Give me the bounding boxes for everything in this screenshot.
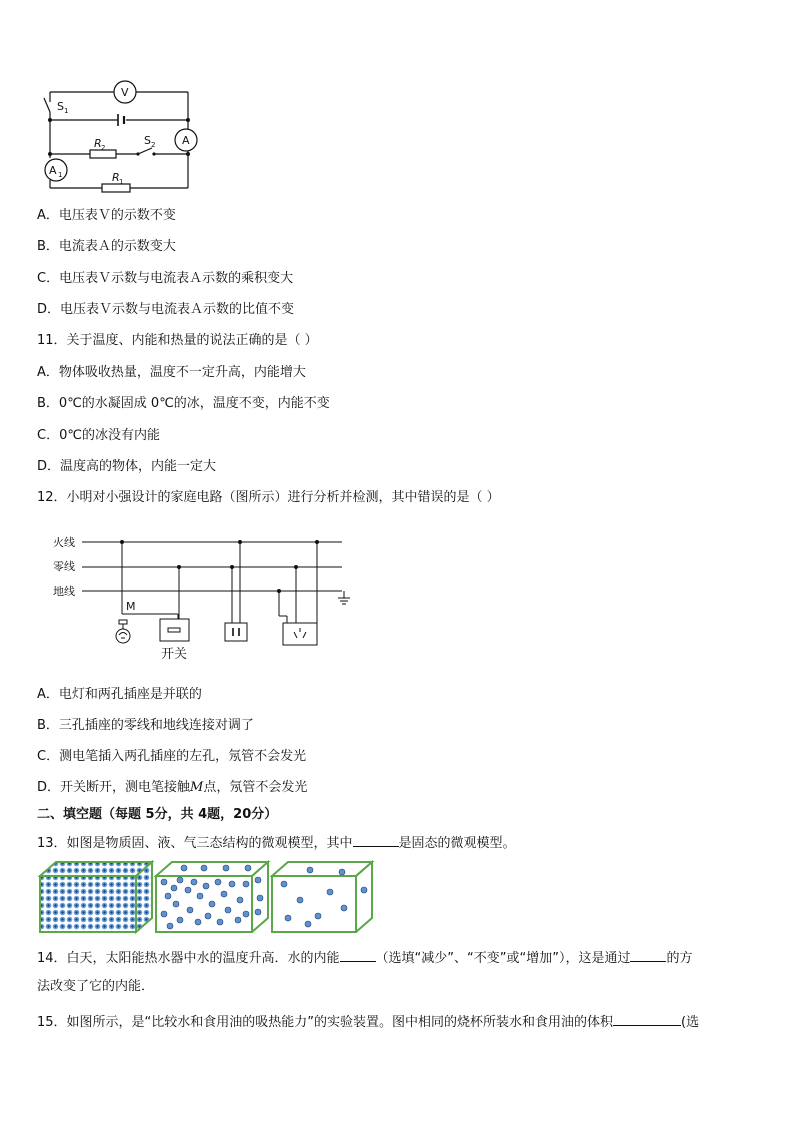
q12-stem: 12．小明对小强设计的家庭电路（图所示）进行分析并检测，其中错误的是（ ） <box>37 490 500 505</box>
switch-label: 开关 <box>161 647 188 662</box>
voltmeter-label: V <box>121 86 129 99</box>
section-2-heading: 二、填空题（每题 5分，共 4题，20分） <box>37 807 278 822</box>
ammeter-a1-sub: 1 <box>58 171 63 179</box>
q12-option-b: B．三孔插座的零线和地线连接对调了 <box>37 718 254 733</box>
q15-stem <box>37 1011 699 1032</box>
q14-line2: 法改变了它的内能． <box>37 979 155 994</box>
ammeter-a1-label: A <box>49 164 57 177</box>
q10-option-b: B．电流表Ａ的示数变大 <box>37 239 176 254</box>
q11-option-d: D．温度高的物体，内能一定大 <box>37 459 217 474</box>
switch-s1-label: S <box>57 100 64 113</box>
household-circuit-diagram <box>50 532 360 662</box>
switch-s2-label: S <box>144 134 151 147</box>
q11-option-b: B．0℃的水凝固成 0℃的冰，温度不变，内能不变 <box>37 396 330 411</box>
q13-blank <box>353 832 399 847</box>
q14-mid: （选填“减少”、“不变”或“增加”），这是通过 <box>375 951 631 966</box>
resistor-r2-label: R <box>94 137 102 150</box>
neutral-wire-label: 零线 <box>53 560 75 573</box>
q10-option-d: D．电压表Ｖ示数与电流表Ａ示数的比值不变 <box>37 302 295 317</box>
q12-option-a: A．电灯和两孔插座是并联的 <box>37 687 202 702</box>
q13-stem <box>37 832 516 853</box>
q14-pre: 14．白天，太阳能热水器中水的温度升高．水的内能 <box>37 951 340 966</box>
q11-stem: 11．关于温度、内能和热量的说法正确的是（ ） <box>37 333 318 348</box>
q12-option-d-tail: 点，氖管不会发光 <box>203 780 308 795</box>
q12-option-d <box>37 779 307 797</box>
q12-option-d-m: M <box>190 780 204 795</box>
q14-line1 <box>37 947 692 968</box>
q14-blank2 <box>630 947 666 962</box>
gas-state-model <box>270 860 374 934</box>
ammeter-a-label: A <box>182 134 190 147</box>
q11-option-a: A．物体吸收热量，温度不一定升高，内能增大 <box>37 365 306 380</box>
q11-option-c: C．0℃的冰没有内能 <box>37 428 160 443</box>
q12-option-d-text: D．开关断开，测电笔接触 <box>37 780 191 795</box>
q10-option-a: A．电压表Ｖ的示数不变 <box>37 208 176 223</box>
q15-blank <box>613 1011 681 1026</box>
resistor-r1-sub: 1 <box>119 178 124 186</box>
q14-blank1 <box>340 947 376 962</box>
q13-post: 是固态的微观模型。 <box>398 836 516 851</box>
solid-state-model <box>38 860 154 934</box>
resistor-r1-label: R <box>112 171 120 184</box>
switch-s2-sub: 2 <box>151 141 156 149</box>
q13-pre: 13．如图是物质固、液、气三态结构的微观模型，其中 <box>37 836 353 851</box>
q15-pre: 15．如图所示，是“比较水和食用油的吸热能力”的实验装置。图中相同的烧杯所装水和食用油的体积 <box>37 1015 614 1030</box>
q12-option-c: C．测电笔插入两孔插座的左孔，氖管不会发光 <box>37 749 307 764</box>
q10-option-c: C．电压表Ｖ示数与电流表Ａ示数的乘积变大 <box>37 271 294 286</box>
circuit-diagram-q10 <box>40 78 200 196</box>
point-m-label: M <box>126 600 136 613</box>
q14-post: 的方 <box>666 951 693 966</box>
switch-s1-sub: 1 <box>64 107 69 115</box>
live-wire-label: 火线 <box>53 536 75 549</box>
liquid-state-model <box>154 860 270 934</box>
ground-wire-label: 地线 <box>53 585 75 598</box>
q15-post: (选 <box>681 1015 700 1030</box>
resistor-r2-sub: 2 <box>101 144 106 152</box>
